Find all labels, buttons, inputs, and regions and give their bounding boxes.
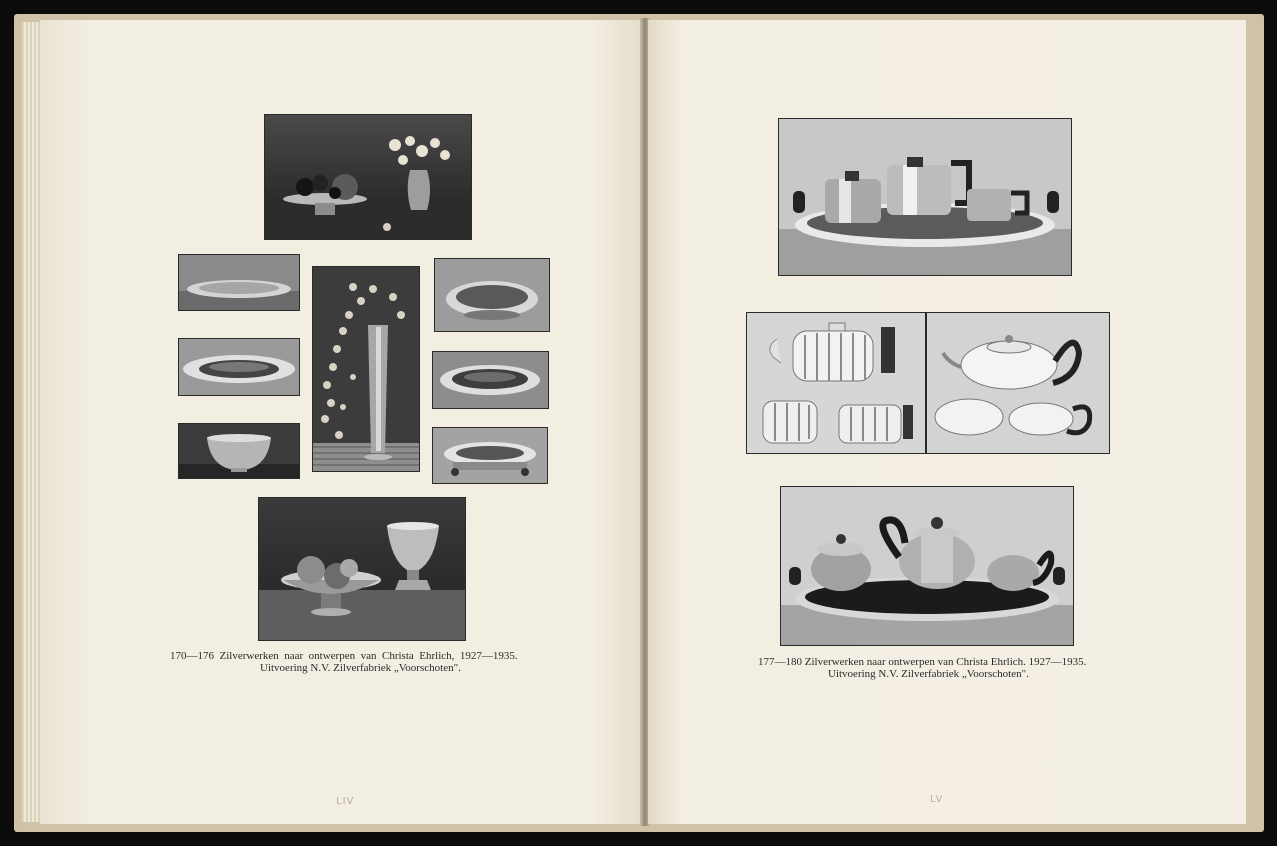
right-page bbox=[648, 20, 1246, 824]
right-caption-line-1: 177—180 Zilverwerken naar ontwerpen van Christa Ehrlich. 1927—1935. bbox=[758, 656, 1087, 668]
photo-fruit-bowl-and-cup bbox=[258, 497, 466, 641]
photo-round-tea-set bbox=[926, 312, 1110, 454]
page-edges bbox=[22, 22, 42, 822]
photo-dish-deep bbox=[434, 258, 550, 332]
photo-plate bbox=[178, 254, 300, 311]
left-page bbox=[40, 20, 642, 824]
left-caption bbox=[170, 650, 570, 674]
photo-vase-with-flowers bbox=[312, 266, 420, 472]
photo-dish-flat bbox=[432, 351, 549, 409]
photo-fruit-bowl-and-flowers bbox=[264, 114, 472, 240]
photo-ribbed-tea-set bbox=[746, 312, 926, 454]
left-pencil-mark: LIV bbox=[336, 796, 355, 807]
photo-dish-footed bbox=[432, 427, 548, 484]
photo-bowl-small bbox=[178, 423, 300, 479]
right-caption-line-2: Uitvoering N.V. Zilverfabriek „Voorschoten". bbox=[828, 668, 1029, 680]
photo-platter bbox=[178, 338, 300, 396]
right-pencil-mark: LV bbox=[930, 794, 944, 805]
left-caption-line-1: 170—176 Zilverwerken naar ontwerpen van Christa Ehrlich, 1927—1935. bbox=[170, 650, 518, 662]
photo-tea-set-on-tray bbox=[778, 118, 1072, 276]
right-caption bbox=[758, 656, 1178, 680]
left-caption-line-2: Uitvoering N.V. Zilverfabriek „Voorschoten". bbox=[260, 662, 461, 674]
photo-tea-set-black-tray bbox=[780, 486, 1074, 646]
